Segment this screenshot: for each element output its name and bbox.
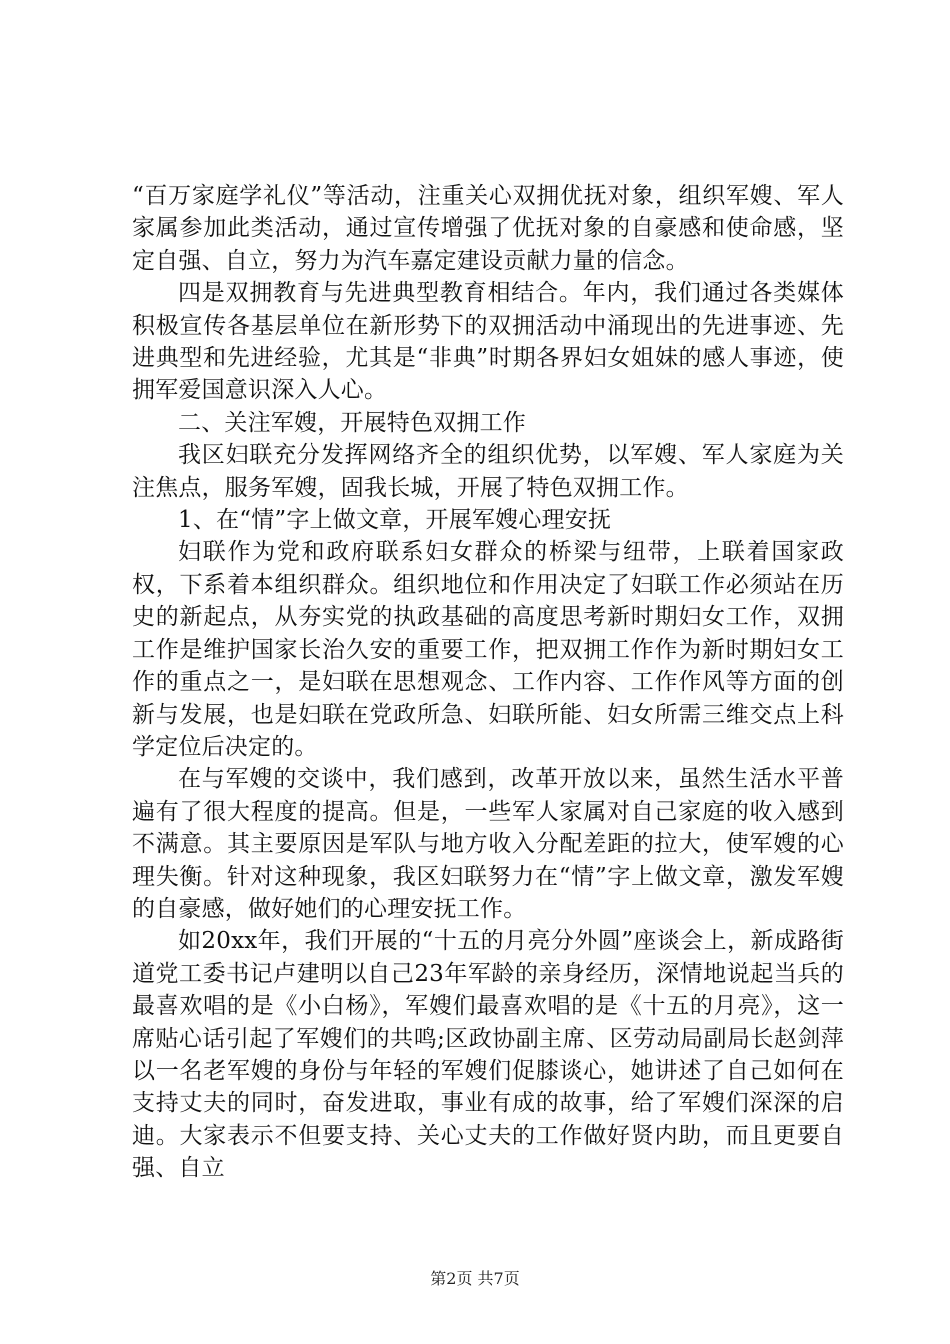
paragraph-1: “百万家庭学礼仪”等活动，注重关心双拥优抚对象，组织军嫂、军人家属参加此类活动，通过宣传增强了优抚对象的自豪感和使命感，坚定自强、自立，努力为汽车嘉定建设贡献力量的信念。 — [132, 183, 844, 274]
paragraph-4: 妇联作为党和政府联系妇女群众的桥梁与纽带，上联着国家政权，下系着本组织群众。组织地位和作用决定了妇联工作必须站在历史的新起点，从夯实党的执政基础的高度思考新时期妇女工作，双拥工作是维护国家长治久安的重要工作，把双拥工作作为新时期妇女工作的重点之一，是妇联在思想观念、工作内容、工作作风等方面的创新与发展，也是妇联在党政所急、妇联所能、妇女所需三维交点上科学定位后决定的。 — [132, 539, 844, 760]
paragraph-3: 我区妇联充分发挥网络齐全的组织优势，以军嫂、军人家庭为关注焦点，服务军嫂，固我长城，开展了特色双拥工作。 — [132, 442, 844, 501]
section-heading: 二、关注军嫂，开展特色双拥工作 — [178, 409, 526, 436]
paragraph-2: 四是双拥教育与先进典型教育相结合。年内，我们通过各类媒体积极宣传各基层单位在新形势下的双拥活动中涌现出的先进事迹、先进典型和先进经验，尤其是“非典”时期各界妇女姐妹的感人事迹，使拥军爱国意识深入人心。 — [132, 280, 844, 404]
document-body — [132, 180, 844, 1185]
paragraph-5: 在与军嫂的交谈中，我们感到，改革开放以来，虽然生活水平普遍有了很大程度的提高。但是，一些军人家属对自己家庭的收入感到不满意。其主要原因是军队与地方收入分配差距的拉大，使军嫂的心理失衡。针对这种现象，我区妇联努力在“情”字上做文章，激发军嫂的自豪感，做好她们的心理安抚工作。 — [132, 766, 844, 922]
subsection-heading: 1、在“情”字上做文章，开展军嫂心理安抚 — [178, 507, 612, 534]
paragraph-6: 如20xx年，我们开展的“十五的月亮分外圆”座谈会上，新成路街道党工委书记卢建明以自己23年军龄的亲身经历，深情地说起当兵的最喜欢唱的是《小白杨》，军嫂们最喜欢唱的是《十五的月亮》，这一席贴心话引起了军嫂们的共鸣;区政协副主席、区劳动局副局长赵剑萍以一名老军嫂的身份与年轻的军嫂们促膝谈心，她讲述了自己如何在支持丈夫的同时，奋发进取，事业有成的故事，给了军嫂们深深的启迪。大家表示不但要支持、关心丈夫的工作做好贤内助，而且更要自强、自立 — [132, 928, 844, 1182]
page-number-footer: 第2页 共7页 — [430, 1269, 520, 1288]
